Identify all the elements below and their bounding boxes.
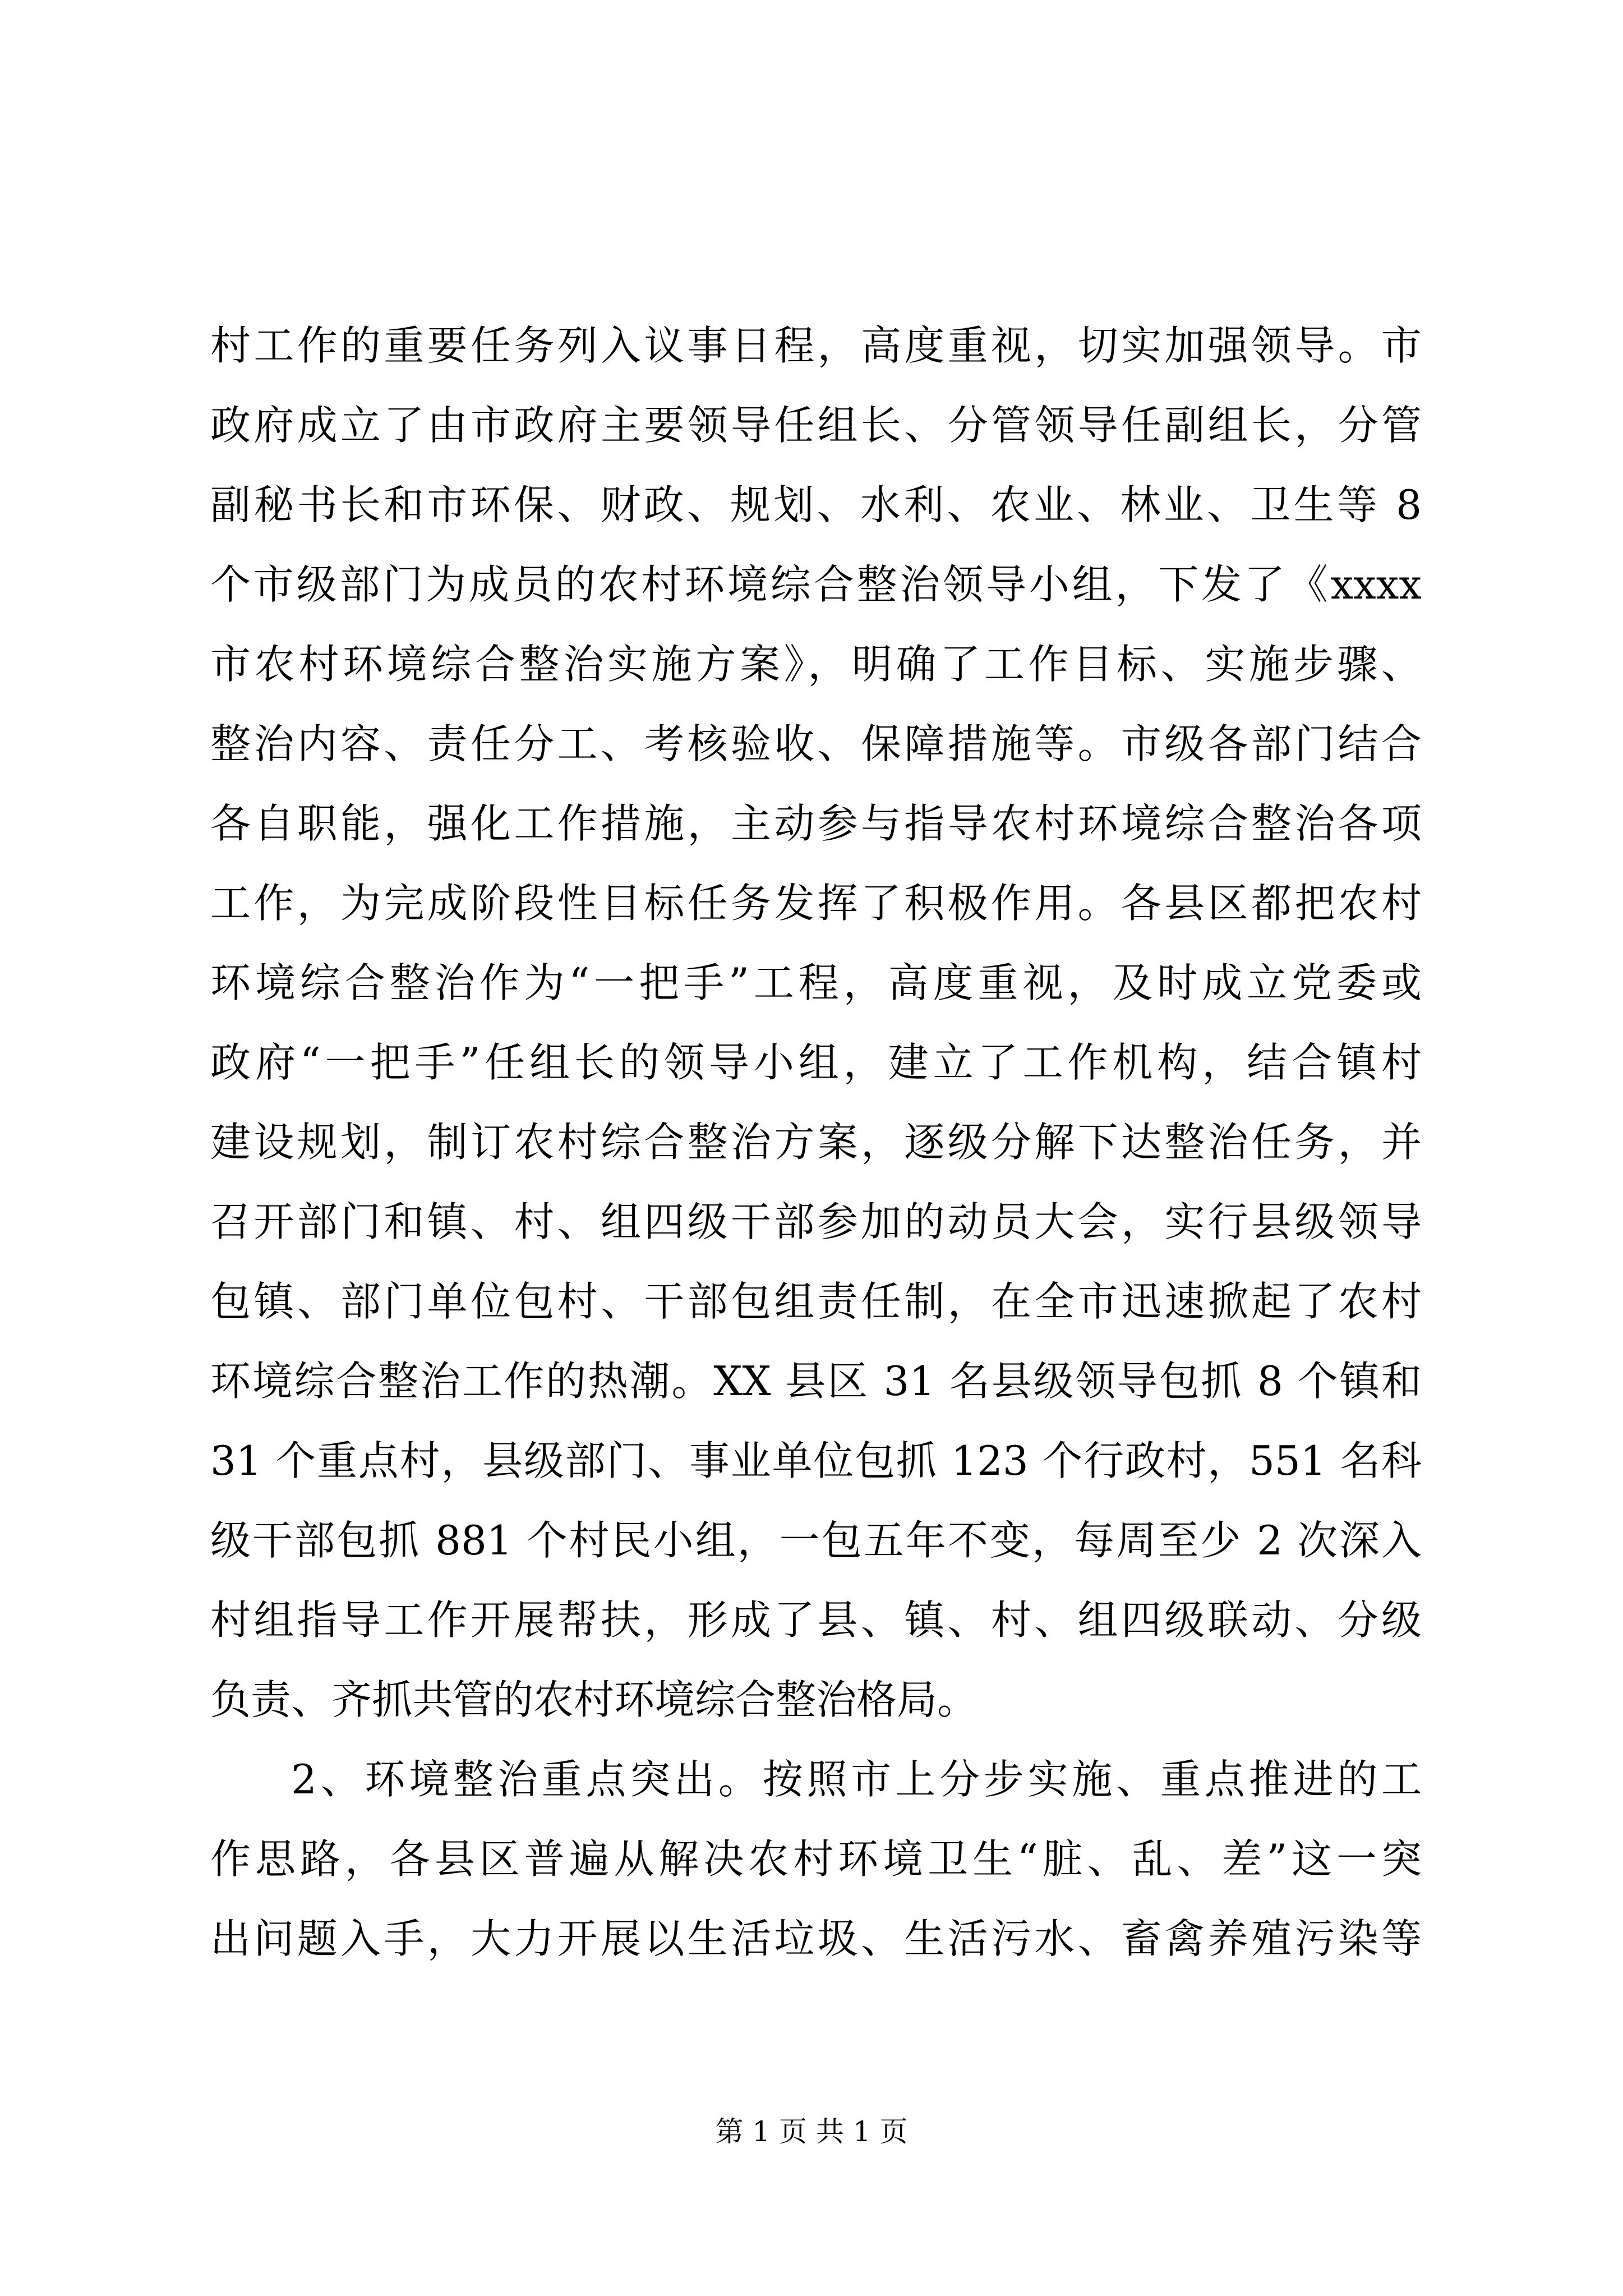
text-line: 出问题入手，大力开展以生活垃圾、生活污水、畜禽养殖污染等: [210, 1915, 1422, 1962]
document-body: [210, 306, 1422, 1978]
text-line: 环境综合整治作为“一把手”工程，高度重视，及时成立党委或: [210, 959, 1422, 1006]
text-line: 整治内容、责任分工、考核验收、保障措施等。市级各部门结合: [210, 720, 1422, 767]
text-line: 市农村环境综合整治实施方案》，明确了工作目标、实施步骤、: [210, 641, 1422, 688]
text-line: 个市级部门为成员的农村环境综合整治领导小组，下发了《xxxx: [210, 561, 1422, 608]
paragraph-1: [210, 306, 1422, 1740]
text-line: 工作，为完成阶段性目标任务发挥了积极作用。各县区都把农村: [210, 880, 1422, 927]
text-line: 村工作的重要任务列入议事日程，高度重视，切实加强领导。市: [210, 322, 1422, 369]
text-line: 村组指导工作开展帮扶，形成了县、镇、村、组四级联动、分级: [210, 1596, 1422, 1644]
page-number-footer: 第 1 页 共 1 页: [715, 2115, 908, 2148]
paragraph-2: [210, 1740, 1422, 1978]
text-line: 级干部包抓 881 个村民小组，一包五年不变，每周至少 2 次深入: [210, 1517, 1422, 1564]
text-line: 包镇、部门单位包村、干部包组责任制，在全市迅速掀起了农村: [210, 1278, 1422, 1325]
text-line: 政府成立了由市政府主要领导任组长、分管领导任副组长，分管: [210, 402, 1422, 449]
text-line: 作思路，各县区普遍从解决农村环境卫生“脏、乱、差”这一突: [210, 1835, 1422, 1883]
text-line: 副秘书长和市环保、财政、规划、水利、农业、林业、卫生等 8: [210, 481, 1422, 528]
text-line: 各自职能，强化工作措施，主动参与指导农村环境综合整治各项: [210, 800, 1422, 847]
text-line: 建设规划，制订农村综合整治方案，逐级分解下达整治任务，并: [210, 1119, 1422, 1166]
text-line: 环境综合整治工作的热潮。XX 县区 31 名县级领导包抓 8 个镇和: [210, 1358, 1422, 1405]
text-line: 负责、齐抓共管的农村环境综合整治格局。: [210, 1676, 978, 1723]
text-line: 31 个重点村，县级部门、事业单位包抓 123 个行政村，551 名科: [210, 1437, 1422, 1484]
text-line: 2、环境整治重点突出。按照市上分步实施、重点推进的工: [291, 1756, 1422, 1803]
text-line: 召开部门和镇、村、组四级干部参加的动员大会，实行县级领导: [210, 1198, 1422, 1245]
text-line: 政府“一把手”任组长的领导小组，建立了工作机构，结合镇村: [210, 1039, 1422, 1086]
